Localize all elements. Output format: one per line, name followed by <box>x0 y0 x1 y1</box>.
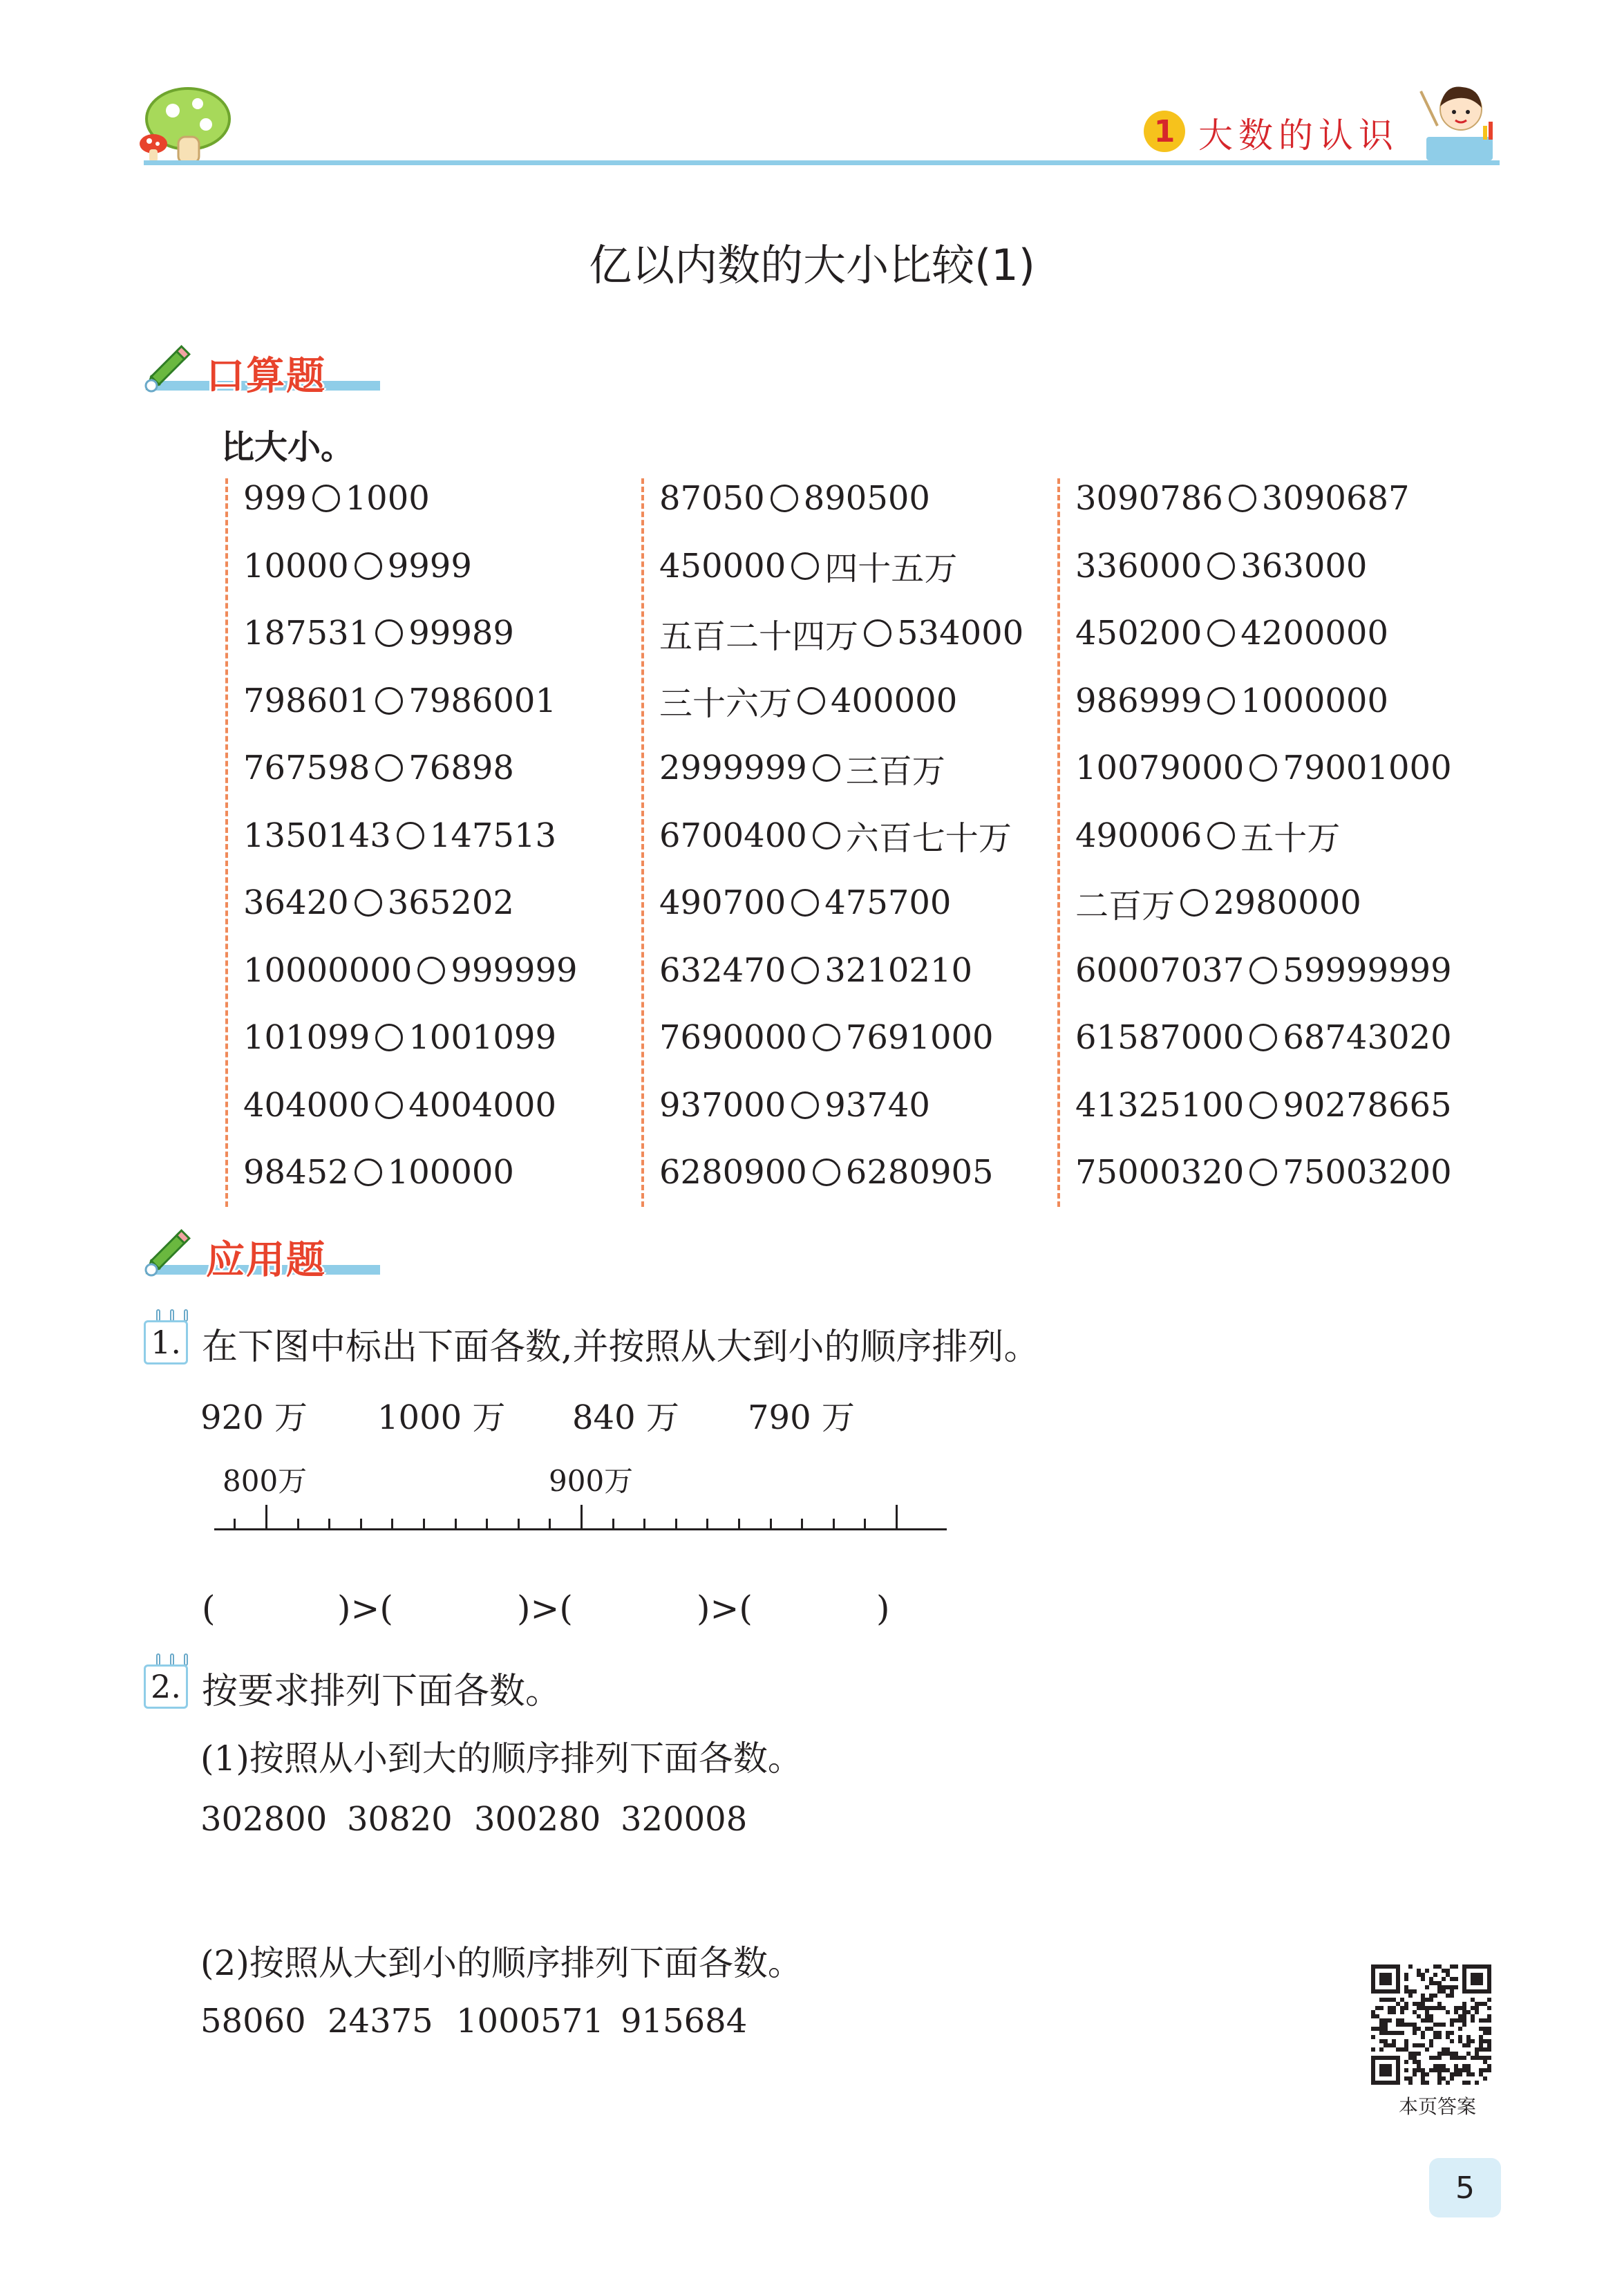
answer-circle[interactable] <box>791 957 819 984</box>
major-tick <box>580 1505 583 1528</box>
left-value: 75000320 <box>1075 1153 1245 1192</box>
left-value: 767598 <box>243 749 370 787</box>
left-value: 二百万 <box>1075 886 1175 926</box>
comparison-item <box>1075 1071 1452 1139</box>
right-value: 1000000 <box>1240 681 1389 720</box>
q2-part1-number: 300280 <box>474 1800 601 1839</box>
right-value: 363000 <box>1240 546 1368 585</box>
left-value: 36420 <box>243 883 349 922</box>
comparison-item <box>1075 532 1367 600</box>
q2-part2-number: 915684 <box>621 2002 748 2041</box>
left-value: 五百二十四万 <box>659 617 859 656</box>
comparison-item <box>1075 465 1410 532</box>
comparison-item <box>243 667 556 735</box>
q2-part1-number: 30820 <box>347 1800 453 1839</box>
answer-circle[interactable] <box>797 687 825 715</box>
answer-circle[interactable] <box>1249 1091 1277 1119</box>
comparison-item <box>659 937 972 1004</box>
right-value: 93740 <box>824 1085 930 1125</box>
left-value: 10079000 <box>1075 749 1245 787</box>
answer-circle[interactable] <box>355 1159 382 1186</box>
comparison-item <box>1075 667 1388 735</box>
answer-circle[interactable] <box>1249 1024 1277 1051</box>
comparison-item <box>243 869 514 937</box>
right-value: 六百七十万 <box>845 819 1012 858</box>
left-value: 187531 <box>243 614 370 653</box>
comparison-item <box>659 802 1012 870</box>
right-value: 475700 <box>824 883 952 922</box>
right-value: 1001099 <box>408 1018 557 1057</box>
q2-part1-number: 320008 <box>621 1800 748 1839</box>
q1-number: 790 万 <box>748 1398 855 1437</box>
answer-circle[interactable] <box>375 754 403 782</box>
q1-number: 840 万 <box>572 1398 679 1437</box>
comparison-item <box>243 465 430 532</box>
left-value: 10000000 <box>243 950 413 990</box>
comparison-item <box>1075 937 1452 1004</box>
answer-circle[interactable] <box>1207 822 1235 850</box>
answer-circle[interactable] <box>791 552 819 580</box>
minor-tick <box>391 1519 393 1528</box>
right-value: 四十五万 <box>824 550 958 588</box>
answer-circle[interactable] <box>864 619 891 647</box>
page-title: 亿以内数的大小比较(1) <box>589 240 1035 290</box>
question-1-number: 1. <box>144 1320 188 1364</box>
minor-tick <box>486 1519 488 1528</box>
comparison-item <box>659 1004 994 1071</box>
left-value: 450200 <box>1075 614 1202 653</box>
left-value: 98452 <box>243 1153 349 1192</box>
answer-circle[interactable] <box>791 889 819 917</box>
chapter-title: 大数的认识 <box>1198 115 1399 156</box>
answer-circle[interactable] <box>1207 552 1235 580</box>
comparison-item <box>659 465 930 532</box>
left-value: 60007037 <box>1075 950 1245 990</box>
question-1-text: 在下图中标出下面各数,并按照从大到小的顺序排列。 <box>202 1326 1040 1368</box>
minor-tick <box>833 1519 835 1528</box>
major-tick <box>265 1505 267 1528</box>
comparison-item <box>243 802 556 870</box>
boy-icon <box>1417 77 1502 163</box>
oral-instruction: 比大小。 <box>221 428 355 467</box>
comparison-item <box>243 734 514 802</box>
comparison-item <box>659 667 957 735</box>
right-value: 6280905 <box>845 1153 994 1192</box>
minor-tick <box>549 1519 551 1528</box>
comparison-item <box>243 1138 514 1206</box>
right-value: 890500 <box>803 479 930 518</box>
right-value: 7691000 <box>845 1018 994 1057</box>
answer-circle[interactable] <box>791 1091 819 1119</box>
right-value: 76898 <box>408 749 514 787</box>
left-value: 2999999 <box>659 749 807 787</box>
comparison-item <box>659 1071 930 1139</box>
column-divider <box>225 478 228 1207</box>
comparison-item <box>659 869 951 937</box>
right-value: 三百万 <box>845 751 945 791</box>
answer-circle[interactable] <box>355 552 382 580</box>
comparison-item <box>659 599 1023 667</box>
comparison-item <box>659 734 945 802</box>
comparison-item <box>1075 734 1452 802</box>
section-applied-title: 应用题 <box>206 1238 326 1283</box>
comparison-item <box>243 532 472 600</box>
comparison-item <box>1075 1138 1452 1206</box>
header-rule <box>144 160 1500 165</box>
left-value: 937000 <box>659 1085 786 1125</box>
q2-part1-number: 302800 <box>200 1800 328 1839</box>
left-value: 7690000 <box>659 1018 807 1057</box>
right-value: 79001000 <box>1283 749 1452 787</box>
comparison-item <box>1075 599 1388 667</box>
right-value: 147513 <box>429 816 557 855</box>
left-value: 490700 <box>659 883 786 922</box>
pencil-icon <box>142 1220 200 1278</box>
right-value: 五十万 <box>1240 819 1341 858</box>
left-value: 87050 <box>659 479 765 518</box>
page-number: 5 <box>1429 2158 1501 2217</box>
comparison-column-1 <box>243 465 658 1210</box>
answer-circle[interactable] <box>771 485 798 512</box>
minor-tick <box>643 1519 645 1528</box>
answer-circle[interactable] <box>375 1024 403 1051</box>
question-2-number: 2. <box>144 1664 188 1709</box>
answer-paren: )>( <box>517 1588 573 1629</box>
q2-part1-text: (1)按照从小到大的顺序排列下面各数。 <box>200 1738 802 1779</box>
minor-tick <box>675 1519 677 1528</box>
right-value: 99989 <box>408 614 514 653</box>
mushroom-icon <box>138 76 235 166</box>
minor-tick <box>328 1519 330 1528</box>
comparison-item <box>243 1071 556 1139</box>
left-value: 999 <box>243 479 307 518</box>
comparison-item <box>659 1138 994 1206</box>
right-value: 4200000 <box>1240 614 1389 653</box>
answer-circle[interactable] <box>375 1091 403 1119</box>
right-value: 2980000 <box>1214 883 1361 922</box>
answer-paren: )>( <box>697 1588 753 1629</box>
left-value: 490006 <box>1075 816 1202 855</box>
right-value: 68743020 <box>1283 1018 1452 1057</box>
right-value: 90278665 <box>1283 1085 1452 1125</box>
answer-paren: )>( <box>337 1588 393 1629</box>
minor-tick <box>612 1519 614 1528</box>
answer-circle[interactable] <box>312 485 340 512</box>
answer-circle[interactable] <box>813 754 840 782</box>
right-value: 75003200 <box>1283 1153 1452 1192</box>
qr-caption: 本页答案 <box>1398 2095 1476 2118</box>
minor-tick <box>297 1519 299 1528</box>
left-value: 10000 <box>243 546 349 585</box>
right-value: 100000 <box>387 1153 514 1192</box>
comparison-item <box>243 599 514 667</box>
chapter-number-badge: 1 <box>1144 111 1185 152</box>
answer-circle[interactable] <box>417 957 445 984</box>
axis-label-800: 800万 <box>223 1464 308 1498</box>
left-value: 61587000 <box>1075 1018 1245 1057</box>
comparison-item <box>1075 1004 1452 1071</box>
minor-tick <box>360 1519 362 1528</box>
answer-circle[interactable] <box>813 822 840 850</box>
left-value: 101099 <box>243 1018 370 1057</box>
q2-part2-number: 58060 <box>200 2002 306 2041</box>
left-value: 6280900 <box>659 1153 807 1192</box>
axis-label-900: 900万 <box>549 1464 634 1498</box>
number-line <box>214 1528 947 1530</box>
qr-code-icon[interactable] <box>1371 1964 1491 2085</box>
right-value: 59999999 <box>1283 950 1452 990</box>
right-value: 1000 <box>345 479 430 518</box>
comparison-item <box>659 532 957 600</box>
minor-tick <box>423 1519 425 1528</box>
left-value: 41325100 <box>1075 1085 1245 1125</box>
comparison-item <box>1075 802 1340 870</box>
pencil-icon <box>142 336 200 394</box>
answer-circle[interactable] <box>375 687 403 715</box>
minor-tick <box>234 1519 236 1528</box>
answer-circle[interactable] <box>375 619 403 647</box>
answer-circle[interactable] <box>355 889 382 917</box>
minor-tick <box>864 1519 866 1528</box>
q2-part2-number: 24375 <box>328 2002 433 2041</box>
minor-tick <box>801 1519 803 1528</box>
right-value: 400000 <box>831 681 958 720</box>
answer-circle[interactable] <box>1249 1159 1277 1186</box>
major-tick <box>896 1505 898 1528</box>
answer-circle[interactable] <box>1207 687 1235 715</box>
comparison-item <box>243 1004 556 1071</box>
minor-tick <box>706 1519 708 1528</box>
comparison-column-2 <box>659 465 1074 1210</box>
left-value: 6700400 <box>659 816 807 855</box>
answer-circle[interactable] <box>813 1024 840 1051</box>
answer-circle[interactable] <box>1229 485 1256 512</box>
left-value: 450000 <box>659 546 786 585</box>
right-value: 7986001 <box>408 681 557 720</box>
comparison-item <box>243 937 578 1004</box>
left-value: 986999 <box>1075 681 1202 720</box>
answer-paren: ) <box>876 1588 890 1629</box>
answer-circle[interactable] <box>1207 619 1235 647</box>
right-value: 4004000 <box>408 1085 557 1125</box>
left-value: 三十六万 <box>659 684 793 723</box>
section-oral-title: 口算题 <box>206 354 326 399</box>
right-value: 365202 <box>387 883 514 922</box>
answer-circle[interactable] <box>813 1159 840 1186</box>
right-value: 3210210 <box>824 950 973 990</box>
right-value: 534000 <box>897 614 1024 653</box>
q1-number: 1000 万 <box>377 1398 506 1437</box>
minor-tick <box>770 1519 772 1528</box>
left-value: 632470 <box>659 950 786 990</box>
answer-circle[interactable] <box>1249 957 1277 984</box>
left-value: 3090786 <box>1075 479 1223 518</box>
q1-number: 920 万 <box>200 1398 308 1437</box>
question-2-text: 按要求排列下面各数。 <box>202 1671 562 1712</box>
answer-paren: ( <box>202 1588 216 1629</box>
left-value: 404000 <box>243 1085 370 1125</box>
right-value: 3090687 <box>1261 479 1410 518</box>
q2-part2-number: 1000571 <box>456 2002 604 2041</box>
answer-circle[interactable] <box>1249 754 1277 782</box>
answer-circle[interactable] <box>397 822 424 850</box>
minor-tick <box>455 1519 457 1528</box>
comparison-item <box>1075 869 1361 937</box>
left-value: 336000 <box>1075 546 1202 585</box>
right-value: 9999 <box>387 546 472 585</box>
left-value: 798601 <box>243 681 370 720</box>
minor-tick <box>518 1519 520 1528</box>
left-value: 1350143 <box>243 816 391 855</box>
comparison-column-3 <box>1075 465 1490 1210</box>
q2-part2-text: (2)按照从大到小的顺序排列下面各数。 <box>200 1943 802 1983</box>
minor-tick <box>738 1519 740 1528</box>
answer-circle[interactable] <box>1180 889 1208 917</box>
right-value: 999999 <box>451 950 578 990</box>
